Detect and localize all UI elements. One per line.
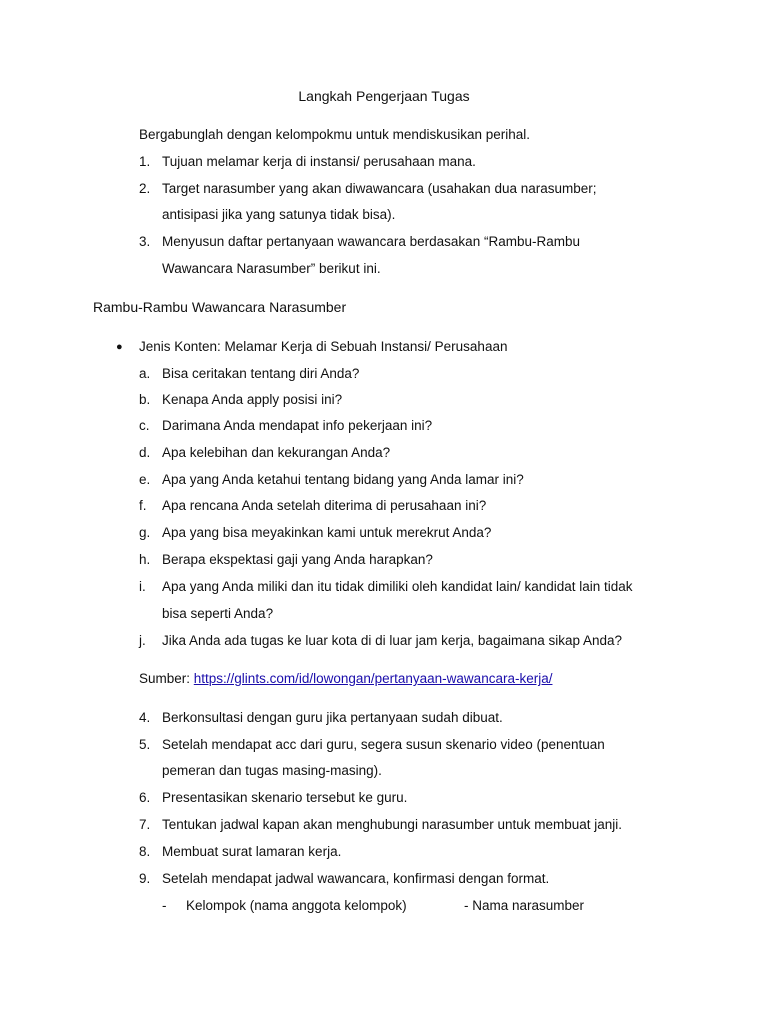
step-text: pemeran dan tugas masing-masing). bbox=[162, 763, 382, 778]
question-letter: d. bbox=[139, 445, 151, 460]
source-link[interactable]: https://glints.com/id/lowongan/pertanyaan-wawancara-kerja/ bbox=[193, 671, 553, 686]
step-number: 4. bbox=[139, 710, 151, 725]
question-letter: e. bbox=[139, 472, 151, 487]
step-text: Tentukan jadwal kapan akan menghubungi narasumber untuk membuat janji. bbox=[162, 817, 623, 832]
question-text: bisa seperti Anda? bbox=[162, 606, 274, 621]
question-text: Apa yang bisa meyakinkan kami untuk merekrut Anda? bbox=[162, 525, 492, 540]
question-text: Apa rencana Anda setelah diterima di perusahaan ini? bbox=[162, 498, 487, 513]
format-dash: - bbox=[162, 898, 167, 913]
step-text: antisipasi jika yang satunya tidak bisa). bbox=[162, 207, 396, 222]
step-text: Menyusun daftar pertanyaan wawancara berdasakan “Rambu-Rambu bbox=[162, 234, 580, 249]
bullet-text: Jenis Konten: Melamar Kerja di Sebuah Instansi/ Perusahaan bbox=[139, 339, 508, 354]
step-text: Target narasumber yang akan diwawancara (usahakan dua narasumber; bbox=[162, 181, 597, 196]
question-text: Apa yang Anda miliki dan itu tidak dimiliki oleh kandidat lain/ kandidat lain tidak bbox=[162, 579, 633, 594]
question-letter: c. bbox=[139, 418, 150, 433]
question-text: Kenapa Anda apply posisi ini? bbox=[162, 392, 343, 407]
step-number: 3. bbox=[139, 234, 151, 249]
format-item-source: - Nama narasumber bbox=[464, 898, 585, 913]
question-text: Apa kelebihan dan kekurangan Anda? bbox=[162, 445, 391, 460]
source-label: Sumber: bbox=[139, 671, 194, 686]
question-letter: i. bbox=[139, 579, 146, 594]
question-text: Jika Anda ada tugas ke luar kota di di luar jam kerja, bagaimana sikap Anda? bbox=[162, 633, 623, 648]
step-number: 6. bbox=[139, 790, 151, 805]
question-text: Berapa ekspektasi gaji yang Anda harapkan? bbox=[162, 552, 433, 567]
intro-text: Bergabunglah dengan kelompokmu untuk mendiskusikan perihal. bbox=[139, 127, 530, 142]
question-letter: h. bbox=[139, 552, 151, 567]
step-number: 9. bbox=[139, 871, 151, 886]
step-text: Presentasikan skenario tersebut ke guru. bbox=[162, 790, 408, 805]
format-item-group: Kelompok (nama anggota kelompok) bbox=[186, 898, 407, 913]
bullet-icon: ● bbox=[116, 341, 123, 353]
step-text: Setelah mendapat jadwal wawancara, konfirmasi dengan format. bbox=[162, 871, 550, 886]
page-title: Langkah Pengerjaan Tugas bbox=[298, 88, 470, 104]
source-line bbox=[139, 671, 552, 686]
question-text: Bisa ceritakan tentang diri Anda? bbox=[162, 366, 360, 381]
section-heading: Rambu-Rambu Wawancara Narasumber bbox=[93, 299, 347, 315]
step-text: Tujuan melamar kerja di instansi/ perusahaan mana. bbox=[162, 154, 476, 169]
question-letter: b. bbox=[139, 392, 151, 407]
question-letter: j. bbox=[139, 633, 146, 648]
step-number: 8. bbox=[139, 844, 151, 859]
question-letter: a. bbox=[139, 366, 151, 381]
step-number: 2. bbox=[139, 181, 151, 196]
step-text: Berkonsultasi dengan guru jika pertanyaan sudah dibuat. bbox=[162, 710, 503, 725]
question-text: Darimana Anda mendapat info pekerjaan ini? bbox=[162, 418, 433, 433]
step-text: Wawancara Narasumber” berikut ini. bbox=[162, 261, 381, 276]
question-letter: g. bbox=[139, 525, 151, 540]
step-number: 7. bbox=[139, 817, 151, 832]
step-text: Membuat surat lamaran kerja. bbox=[162, 844, 342, 859]
question-text: Apa yang Anda ketahui tentang bidang yang Anda lamar ini? bbox=[162, 472, 524, 487]
step-number: 1. bbox=[139, 154, 151, 169]
step-number: 5. bbox=[139, 737, 151, 752]
step-text: Setelah mendapat acc dari guru, segera susun skenario video (penentuan bbox=[162, 737, 605, 752]
question-letter: f. bbox=[139, 498, 147, 513]
